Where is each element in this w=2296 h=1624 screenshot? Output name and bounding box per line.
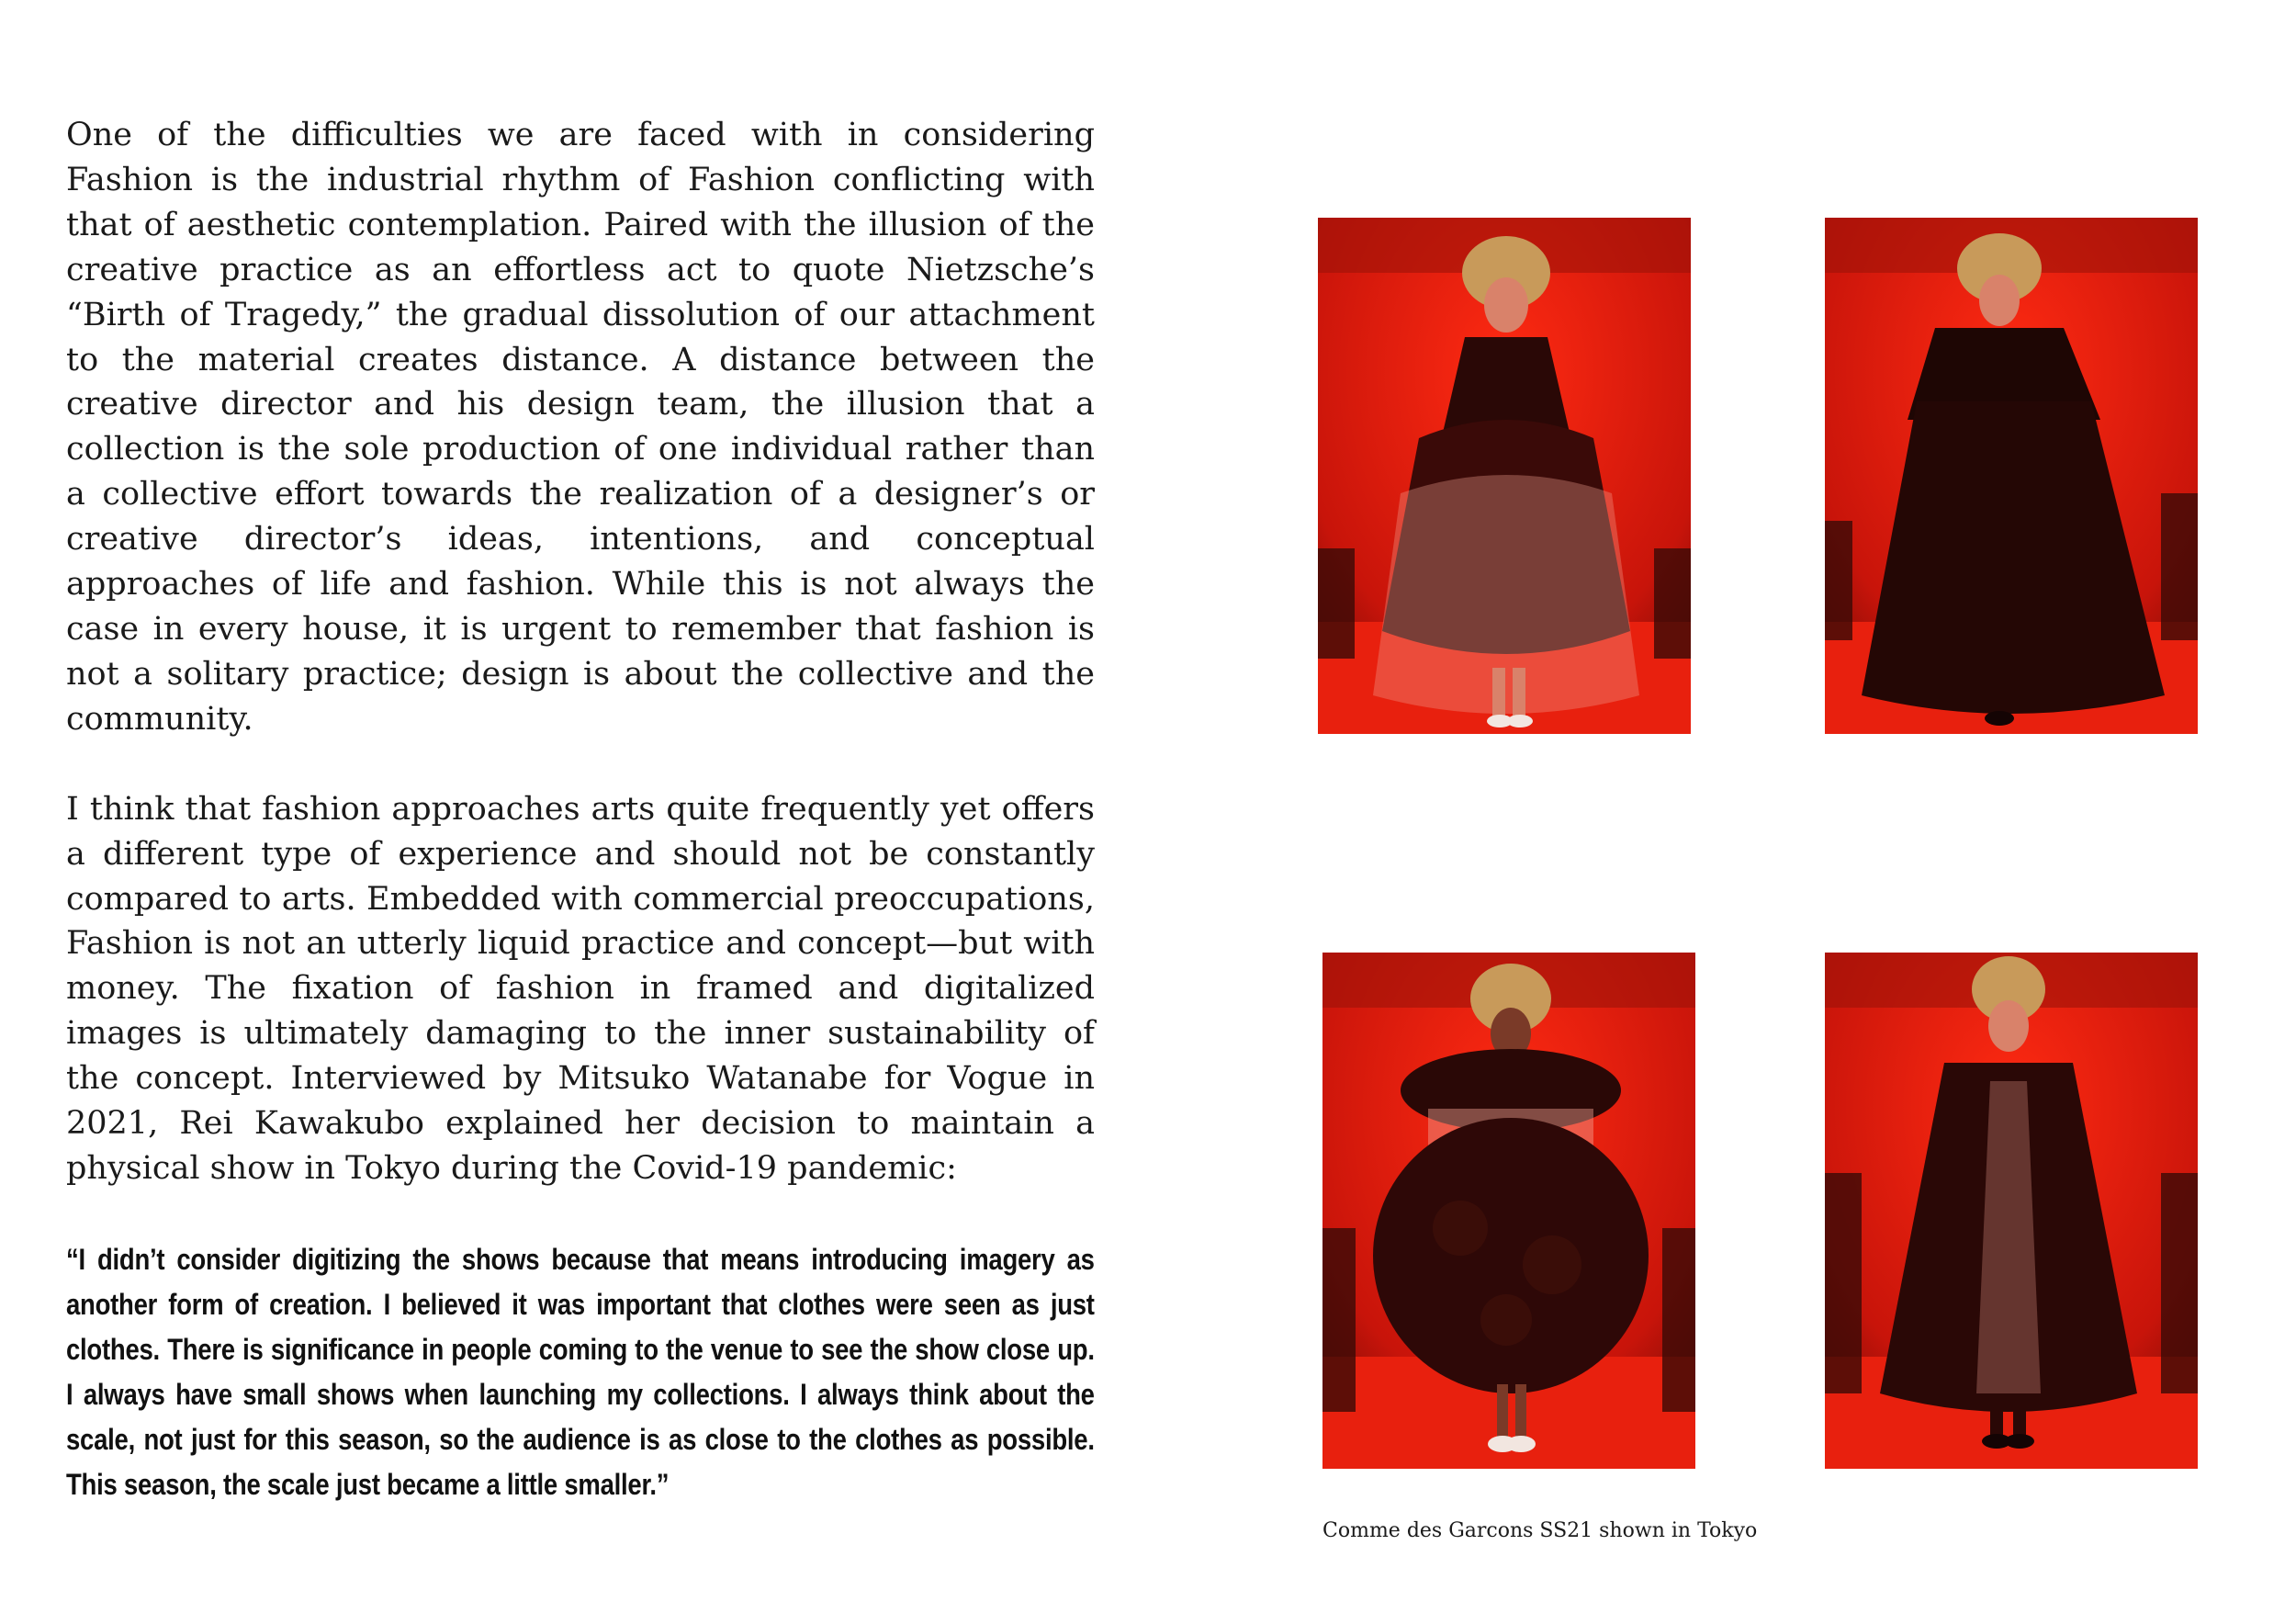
runway-photo-4 [1825,953,2198,1469]
runway-photo-2-image [1825,218,2198,734]
runway-photo-3-image [1322,953,1695,1469]
runway-photo-1-image [1318,218,1691,734]
runway-photo-4-image [1825,953,2198,1469]
runway-photo-1 [1318,218,1691,734]
gallery-caption: Comme des Garcons SS21 shown in Tokyo [1322,1519,1758,1542]
article-text-column [66,113,1095,1507]
article-paragraph-2: I think that fashion approaches arts quite frequently yet offers a different type of experience and should not be constantly compared to arts. Embedded with commercial preoccupations, Fashion is not an utterly liquid practice and concept—but with money. The fixation of fashion in framed and digitalized images is ultimately damaging to the inner sustainability of the concept. Interviewed by Mitsuko Watanabe for Vogue in 2021, Rei Kawakubo explained her decision to maintain a physical show in Tokyo during the Covid-19 pandemic: [66,790,1095,1187]
runway-photo-2 [1825,218,2198,734]
article-paragraph-1: One of the difficulties we are faced with in considering Fashion is the industrial rhythm of Fashion conflicting with that of aesthetic contemplation. Paired with the illusion of the creative practice as an effortless act to quote Nietzsche’s “Birth of Tragedy,” the gradual dissolution of our attachment to the material creates distance. A distance between the creative director and his design team, the illusion that a collection is the sole production of one individual rather than a collective effort towards the realization of a designer’s or creative director’s ideas, intentions, and conceptual approaches of life and fashion. While this is not always the case in every house, it is urgent to remember that fashion is not a solitary practice; design is about the collective and the community. [66,117,1095,738]
kawakubo-quote: “I didn’t consider digitizing the shows because that means introducing imagery as another form of creation. I believed it was important that clothes were seen as just clothes. There is significance in people coming to the venue to see the show close up. I always have small shows when launching my collections. I always think about the scale, not just for this season, so the audience is as close to the clothes as possible. This season, the scale just became a little smaller.” [66,1242,1095,1501]
runway-photo-3 [1322,953,1695,1469]
